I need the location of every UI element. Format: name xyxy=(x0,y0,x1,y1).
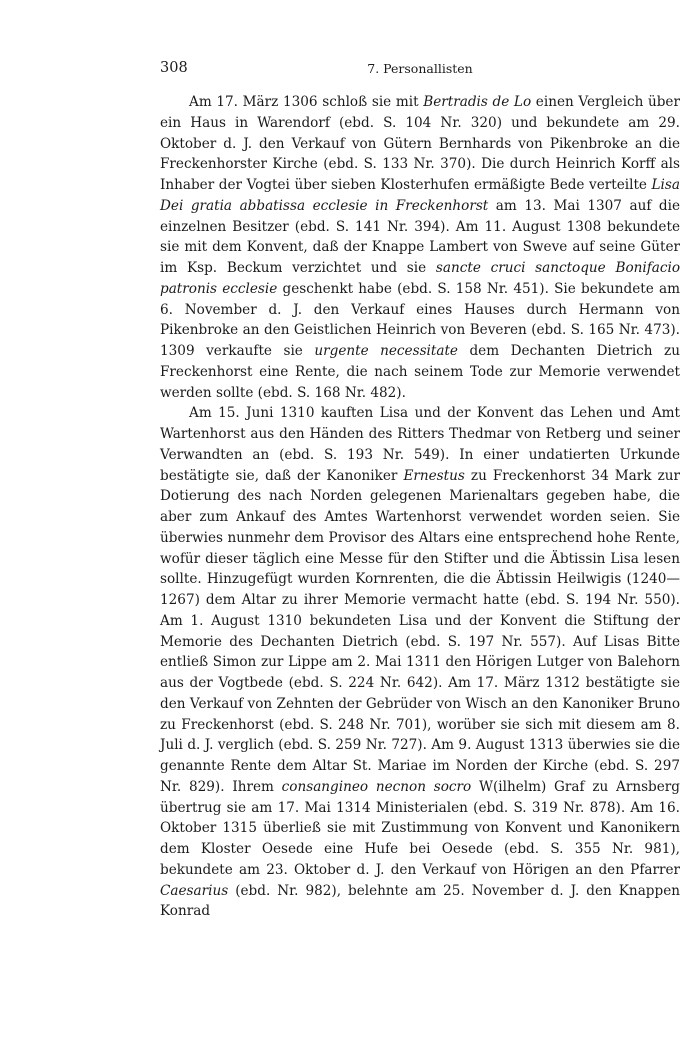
italic-text-run: Caesarius xyxy=(160,882,229,899)
text-run: (ebd. Nr. 982), belehnte am 25. November d. J. den Knappen Konrad xyxy=(160,882,680,920)
italic-text-run: urgente necessitate xyxy=(314,343,458,359)
text-run: W(ilhelm) Graf zu Arnsberg übertrug sie am 17. Mai 1314 Ministerialen (ebd. S. 319 Nr. 878). Am 16. Oktober 1315 überließ sie mit Zustimmung von Konvent und Kanonikern dem Kloster Oesede eine Hufe bei Oesede (ebd. S. 355 Nr. 981), bekundete am 23. Oktober d. J. den Verkauf von Hörigen an den Pfarrer xyxy=(160,778,681,878)
text-run: einen Vergleich über ein Haus in Warendorf (ebd. S. 104 Nr. 320) und bekundete am 29. Oktober d. J. den Verkauf von Gütern Bernhards von Pikenbroke an die Freckenhorster Kirche (ebd. S. 133 Nr. 370). Die durch Heinrich Korff als Inhaber der Vogtei über sieben Klosterhufen ermäßigte Bede verteilte xyxy=(160,94,680,193)
italic-text-run: sancte cruci sanctoque Bonifacio patronis ecclesie xyxy=(160,260,681,297)
text-run: zu Freckenhorst 34 Mark zur Dotierung des nach Norden gelegenen Marienaltars gegeben habe, die aber zum Ankauf des Amtes Wartenhorst verwendet worden seien. Sie überwies nunmehr dem Provisor des Altars eine entsprechend hohe Rente, wofür dieser täglich eine Messe für den Stifter und die Äbtissin Lisa lesen sollte. Hinzugefügt wurden Kornrenten, die die Äbtissin Heilwigis (1240—1267) dem Altar zu ihrer Memorie vermacht hatte (ebd. S. 194 Nr. 550). Am 1. August 1310 bekundeten Lisa und der Konvent die Stiftung der Memorie des Dechanten Dietrich (ebd. S. 197 Nr. 557). Auf Lisas Bitte entließ Simon zur Lippe am 2. Mai 1311 den Hörigen Lutger von Balehorn aus der Vogtbede (ebd. S. 224 Nr. 642). Am 17. März 1312 bestätigte sie den Verkauf von Zehnten der Gebrüder von Wisch an den Kanoniker Bruno zu Freckenhorst (ebd. S. 248 Nr. 701), worüber sie sich mit diesem am 8. Juli d. J. verglich (ebd. S. 259 Nr. 727). Am 9. August 1313 überwies sie die genannte Rente dem Altar St. Mariae im Norden der Kirche (ebd. S. 297 Nr. 829). Ihrem xyxy=(160,467,680,795)
italic-text-run: Ernestus xyxy=(403,467,465,484)
text-run: am 13. Mai 1307 auf die einzelnen Besitzer (ebd. S. 141 Nr. 394). Am 11. August 1308 bekundete sie mit dem Konvent, daß der Knappe Lambert von Sweve auf seine Güter im Ksp. Beckum verzichtet und sie xyxy=(160,197,680,276)
italic-text-run: Lisa Dei gratia abbatissa ecclesie in Freckenhorst xyxy=(160,177,680,214)
text-run: Am 17. März 1306 schloß sie mit xyxy=(189,94,424,110)
page-header xyxy=(160,60,680,84)
body-text xyxy=(160,92,680,922)
running-title: 7. Personallisten xyxy=(367,61,473,76)
italic-text-run: Bertradis de Lo xyxy=(423,94,532,110)
italic-text-run: consangineo necnon socro xyxy=(281,778,472,795)
text-run: geschenkt habe (ebd. S. 158 Nr. 451). Sie bekundete am 6. November d. J. den Verkauf eines Hauses durch Hermann von Pikenbroke an den Geistlichen Heinrich von Beveren (ebd. S. 165 Nr. 473). 1309 verkaufte sie xyxy=(160,280,680,359)
text-run: dem Dechanten Dietrich zu Freckenhorst eine Rente, die nach seinem Tode zur Memorie verwendet werden sollte (ebd. S. 168 Nr. 482). xyxy=(160,343,680,401)
page-number: 308 xyxy=(160,60,188,76)
paragraph xyxy=(160,92,680,403)
text-run: Am 15. Juni 1310 kauften Lisa und der Konvent das Lehen und Amt Wartenhorst aus den Händen des Ritters Thedmar von Retberg und seiner Verwandten an (ebd. S. 193 Nr. 549). In einer undatierten Urkunde bestätigte sie, daß der Kanoniker xyxy=(160,405,680,484)
paragraph xyxy=(160,403,680,922)
